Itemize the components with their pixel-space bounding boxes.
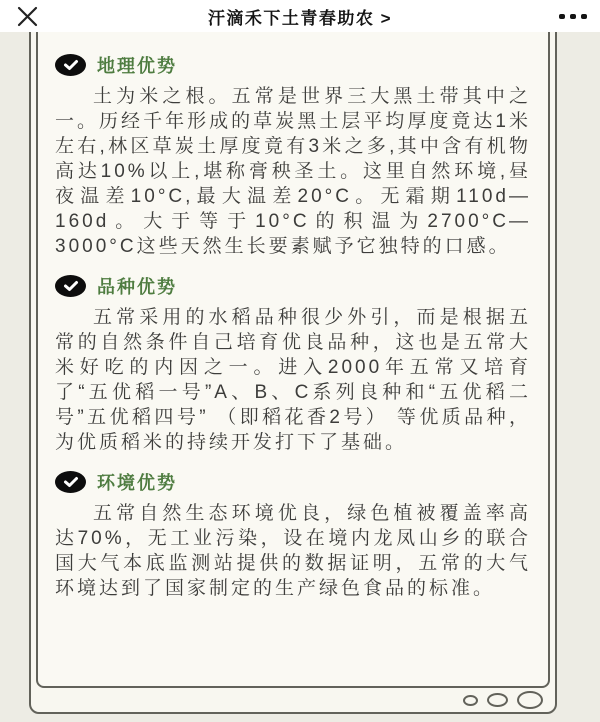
navbar (0, 0, 600, 32)
page-title[interactable]: 汗滴禾下土青春助农 > (207, 8, 393, 28)
section-variety (55, 273, 531, 455)
section-paragraph: 土为米之根。五常是世界三大黑土带其中之一。历经千年形成的草炭黑土层平均厚度竟达1米左右,林区草炭土厚度竟有3米之多,其中含有机物高达10%以上,堪称膏秧圣土。这里自然环境,昼夜温差10°C,最大温差20°C。无霜期110d—160d。大于等于10°C的积温为2700°C—3000°C这些天然生长要素赋予它独特的口感。 (55, 86, 531, 257)
more-button[interactable] (556, 2, 590, 30)
more-dots-icon (559, 14, 587, 19)
footer-circles (463, 691, 543, 709)
section-heading: 地理优势 (97, 56, 177, 76)
section-environment (55, 469, 531, 601)
decorative-circle-small (463, 695, 478, 706)
section-paragraph: 五常采用的水稻品种很少外引，而是根据五常的自然条件自己培育优良品种，这也是五常大米好吃的内因之一。进入2000年五常又培育了“五优稻一号”A、B、C系列良种和“五优稻二号”五优稻四号” （即稻花香2号） 等优质品种，为优质稻米的持续开发打下了基础。 (55, 307, 531, 453)
section-heading: 环境优势 (97, 473, 177, 493)
check-badge-icon (55, 54, 86, 76)
check-badge-icon (55, 275, 86, 297)
text-panel (36, 32, 550, 688)
section-heading-row (55, 273, 531, 299)
article-body (0, 32, 600, 722)
section-heading: 品种优势 (97, 277, 177, 297)
decorative-circle-large (517, 691, 543, 709)
section-paragraph: 五常自然生态环境优良，绿色植被覆盖率高达70%，无工业污染，设在境内龙凤山乡的联合国大气本底监测站提供的数据证明，五常的大气环境达到了国家制定的生产绿色食品的标准。 (55, 503, 531, 599)
check-badge-icon (55, 471, 86, 493)
section-heading-row (55, 469, 531, 495)
slide-card (29, 32, 557, 714)
close-button[interactable] (10, 2, 44, 30)
section-geography (55, 52, 531, 259)
section-heading-row (55, 52, 531, 78)
close-icon (15, 5, 39, 28)
decorative-circle-medium (487, 693, 508, 707)
